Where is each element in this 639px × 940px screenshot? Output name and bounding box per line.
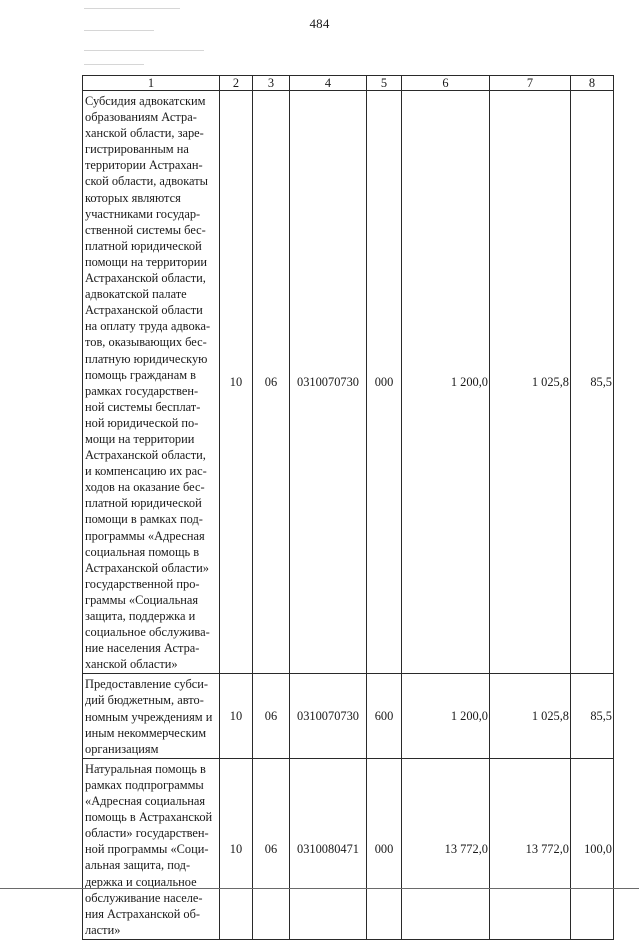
subsection-code-cell: 06 — [253, 758, 290, 939]
description-line: Астраханской области, — [85, 448, 206, 463]
target-article-cell: 0310070730 — [290, 674, 367, 758]
description-line: платную юридическую — [85, 351, 208, 366]
description-line: Астраханской области — [85, 303, 203, 318]
description-line: государственной про- — [85, 576, 200, 591]
description-line: ханской области, заре- — [85, 126, 204, 141]
description-line: номным учреждениям и — [85, 709, 213, 724]
description-line: защита, поддержка и — [85, 609, 196, 623]
description-line: иным некоммерческим — [85, 725, 207, 740]
description-line: альная защита, под- — [85, 858, 191, 873]
description-line: Астраханской области» — [85, 560, 209, 575]
section-code-cell: 10 — [220, 758, 253, 939]
header-cell: 1 — [83, 76, 220, 91]
header-cell: 7 — [490, 76, 571, 91]
subsection-code-cell: 06 — [253, 674, 290, 758]
description-line: ной программы «Соци- — [85, 842, 209, 857]
percent-cell: 85,5 — [571, 674, 614, 758]
header-cell: 3 — [253, 76, 290, 91]
description-line: участниками государ- — [85, 206, 201, 221]
page-number: 484 — [309, 16, 330, 31]
description-line: ния Астраханской об- — [85, 906, 201, 921]
description-line: Натуральная помощь в — [85, 761, 206, 776]
scan-noise — [84, 64, 144, 65]
section-code-cell: 10 — [220, 91, 253, 674]
description-line: ние населения Астра- — [85, 641, 200, 656]
row-description — [83, 91, 220, 674]
description-line: ласти» — [85, 922, 121, 937]
description-line: области» государствен- — [85, 826, 209, 841]
description-line: которых являются — [85, 190, 181, 205]
description-line: обслуживание населе- — [85, 890, 203, 905]
header-cell: 4 — [290, 76, 367, 91]
header-cell: 6 — [402, 76, 490, 91]
description-line: образованиям Астра- — [85, 110, 197, 125]
expense-type-cell: 000 — [367, 91, 402, 674]
description-line: Астраханской области, — [85, 271, 206, 286]
description-line: помощь в Астраханской — [85, 810, 213, 825]
table-row — [83, 91, 614, 674]
scan-noise — [84, 8, 180, 9]
subsection-code-cell: 06 — [253, 91, 290, 674]
description-line: платной юридической — [85, 238, 202, 253]
expense-type-cell: 000 — [367, 758, 402, 939]
description-line: помощь гражданам в — [85, 367, 196, 382]
description-line: дий бюджетным, авто- — [85, 693, 204, 708]
description-line: помощи в рамках под- — [85, 512, 203, 527]
description-line: и компенсацию их рас- — [85, 464, 207, 479]
planned-amount-cell: 13 772,0 — [402, 758, 490, 939]
table-row — [83, 758, 614, 939]
page-bottom-rule — [0, 888, 639, 889]
table-header-row — [83, 76, 614, 91]
description-line: платной юридической — [85, 496, 202, 511]
executed-amount-cell: 1 025,8 — [490, 674, 571, 758]
description-line: ходов на оказание бес- — [85, 480, 205, 495]
budget-table — [82, 75, 614, 940]
target-article-cell: 0310080471 — [290, 758, 367, 939]
planned-amount-cell: 1 200,0 — [402, 674, 490, 758]
description-line: ственной системы бес- — [85, 222, 206, 237]
description-line: мощи на территории — [85, 431, 195, 446]
table-row — [83, 674, 614, 758]
executed-amount-cell: 13 772,0 — [490, 758, 571, 939]
percent-cell: 100,0 — [571, 758, 614, 939]
percent-cell: 85,5 — [571, 91, 614, 674]
description-line: граммы «Социальная — [85, 592, 199, 607]
target-article-cell: 0310070730 — [290, 91, 367, 674]
description-line: ной системы бесплат- — [85, 399, 201, 414]
planned-amount-cell: 1 200,0 — [402, 91, 490, 674]
section-code-cell: 10 — [220, 674, 253, 758]
description-line: программы «Адресная — [85, 528, 205, 543]
description-line: гистрированным на — [85, 142, 189, 157]
row-description — [83, 758, 220, 939]
description-line: ханской области» — [85, 657, 178, 672]
header-cell: 5 — [367, 76, 402, 91]
row-description — [83, 674, 220, 758]
description-line: организациям — [85, 741, 159, 756]
header-cell: 8 — [571, 76, 614, 91]
description-line: социальное обслужива- — [85, 625, 210, 640]
description-line: тов, оказывающих бес- — [85, 335, 207, 350]
description-line: социальная помощь в — [85, 544, 200, 559]
description-line: ной юридической по- — [85, 415, 199, 430]
description-line: «Адресная социальная — [85, 794, 206, 809]
description-line: рамках государствен- — [85, 383, 199, 398]
description-line: держка и социальное — [85, 874, 197, 889]
executed-amount-cell: 1 025,8 — [490, 91, 571, 674]
header-cell: 2 — [220, 76, 253, 91]
description-line: территории Астрахан- — [85, 158, 203, 173]
description-line: адвокатской палате — [85, 287, 187, 302]
expense-type-cell: 600 — [367, 674, 402, 758]
description-line: на оплату труда адвока- — [85, 319, 211, 334]
description-line: ской области, адвокаты — [85, 174, 208, 189]
description-line: Предоставление субси- — [85, 677, 209, 692]
description-line: Субсидия адвокатским — [85, 94, 206, 108]
description-line: помощи на территории — [85, 254, 207, 269]
description-line: рамках подпрограммы — [85, 777, 204, 792]
scan-noise — [84, 50, 204, 51]
